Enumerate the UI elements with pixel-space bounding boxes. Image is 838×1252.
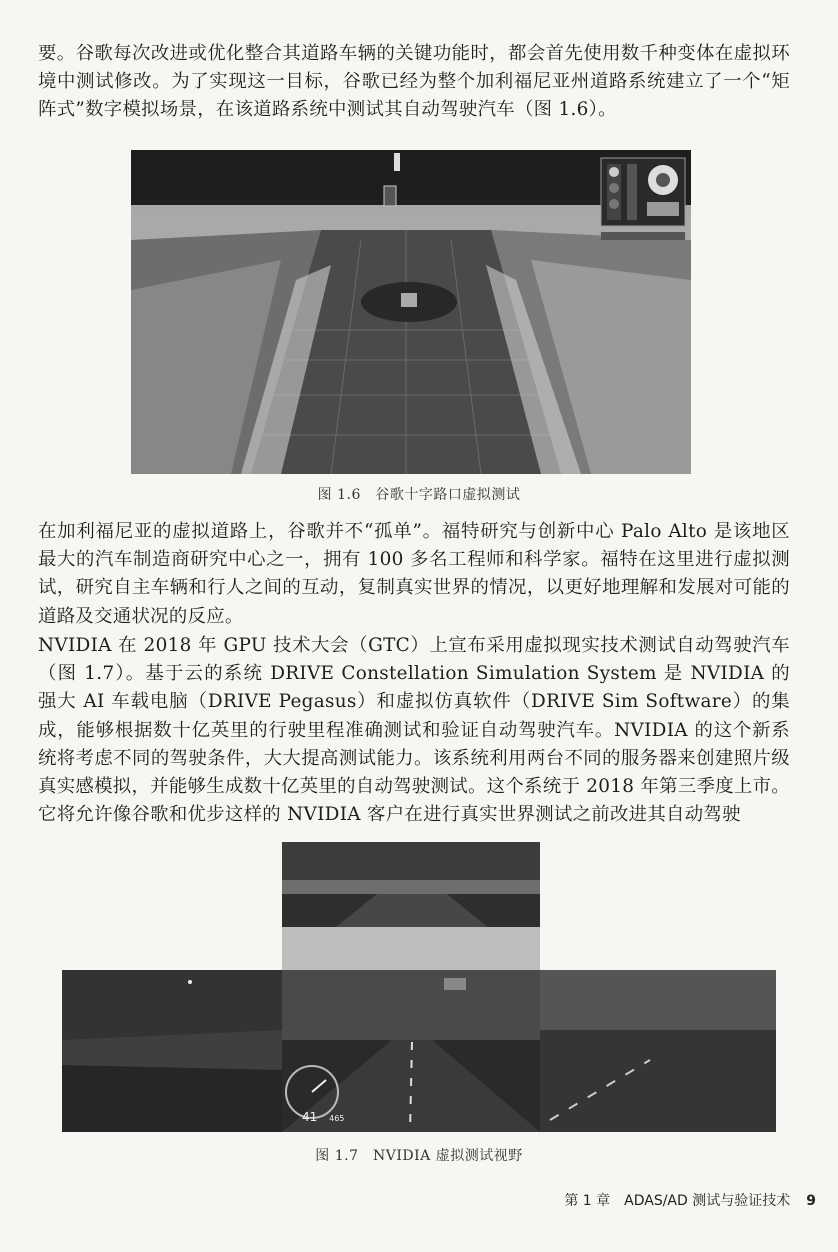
google-intersection-simulation-figure (131, 150, 691, 474)
page-footer (564, 1190, 816, 1210)
figure-1-7-caption: 图 1.7 NVIDIA 虚拟测试视野 (315, 1148, 523, 1164)
nvidia-rear-view (282, 842, 540, 970)
nvidia-left-view (62, 970, 284, 1132)
figure-1-6-caption: 图 1.6 谷歌十字路口虚拟测试 (317, 487, 521, 503)
paragraph-2: 在加利福尼亚的虚拟道路上，谷歌并不“孤单”。福特研究与创新中心 Palo Alto 是该地区最大的汽车制造商研究中心之一，拥有 100 多名工程师和科学家。福特在这里进行虚拟测试，研究自主车辆和行人之间的互动，复制真实世界的情况，以更好地理解和发展对可能的道路及交通状况的反应。 (38, 521, 790, 627)
speed-value: 41 (302, 1110, 318, 1124)
simulation-scene (131, 150, 691, 474)
paragraph-3: NVIDIA 在 2018 年 GPU 技术大会（GTC）上宣布采用虚拟现实技术测试自动驾驶汽车（图 1.7）。基于云的系统 DRIVE Constellation Simulation System 是 NVIDIA 的强大 AI 车载电脑（DRIVE Pegasus）和虚拟仿真软件（DRIVE Sim Software）的集成，能够根据数十亿英里的行驶里程准确测试和验证自动驾驶汽车。NVIDIA 的这个新系统将考虑不同的驾驶条件，大大提高测试能力。该系统利用两台不同的服务器来创建照片级真实感模拟，并能够生成数十亿英里的自动驾驶测试。这个系统于 2018 年第三季度上市。它将允许像谷歌和优步这样的 NVIDIA 客户在进行真实世界测试之前改进其自动驾驶 (38, 635, 790, 826)
range-value: 465 (329, 1114, 345, 1123)
paragraph-1: 要。谷歌每次改进或优化整合其道路车辆的关键功能时，都会首先使用数千种变体在虚拟环境中测试修改。为了实现这一目标，谷歌已经为整个加利福尼亚州道路系统建立了一个“矩阵式”数字模拟场景，在该道路系统中测试其自动驾驶汽车（图 1.6）。 (38, 43, 790, 121)
nvidia-front-view (282, 970, 540, 1132)
nvidia-right-view (540, 970, 776, 1132)
speed-readout (302, 1110, 344, 1124)
chapter-title: 第 1 章 ADAS/AD 测试与验证技术 (564, 1193, 791, 1209)
hud-panel (601, 158, 685, 226)
page-number: 9 (806, 1193, 816, 1209)
